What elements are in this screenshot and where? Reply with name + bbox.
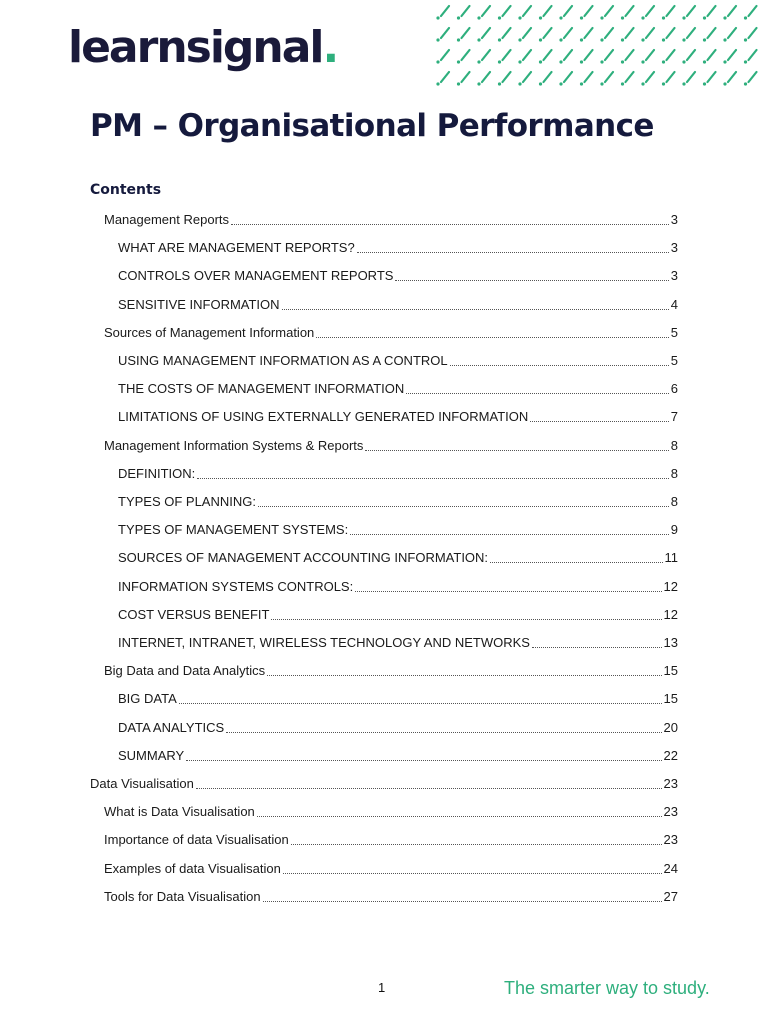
toc-entry-title: COST VERSUS BENEFIT — [118, 607, 270, 622]
slash-mark — [457, 6, 470, 20]
toc-dot-leader — [179, 703, 662, 704]
toc-entry[interactable] — [118, 720, 678, 736]
toc-entry-page: 12 — [663, 579, 678, 594]
toc-entry[interactable] — [118, 466, 678, 482]
toc-dot-leader — [197, 478, 668, 479]
slash-mark — [600, 72, 613, 86]
toc-entry-title: DATA ANALYTICS — [118, 720, 225, 735]
slash-mark — [580, 72, 593, 86]
slash-mark — [621, 72, 634, 86]
slash-mark — [477, 50, 490, 64]
slash-mark — [498, 72, 511, 86]
toc-dot-leader — [282, 309, 669, 310]
slash-mark — [703, 72, 716, 86]
slash-mark — [477, 72, 490, 86]
toc-dot-leader — [226, 732, 661, 733]
slash-mark — [600, 6, 613, 20]
toc-dot-leader — [490, 562, 662, 563]
slash-mark — [600, 50, 613, 64]
slash-mark — [539, 72, 552, 86]
slash-mark — [682, 72, 695, 86]
toc-dot-leader — [291, 844, 662, 845]
slash-mark — [518, 50, 531, 64]
slash-mark — [621, 6, 634, 20]
slash-mark — [457, 72, 470, 86]
slash-mark — [744, 72, 757, 86]
toc-dot-leader — [532, 647, 662, 648]
toc-dot-leader — [263, 901, 662, 902]
slash-mark — [539, 50, 552, 64]
slash-mark — [641, 28, 654, 42]
toc-dot-leader — [186, 760, 661, 761]
toc-dot-leader — [283, 873, 662, 874]
slash-mark — [723, 72, 736, 86]
toc-entry-page: 23 — [663, 804, 678, 819]
slash-mark — [518, 72, 531, 86]
slash-mark — [477, 28, 490, 42]
green-slash-pattern-icon — [432, 0, 768, 86]
toc-entry-page: 5 — [670, 353, 678, 368]
toc-entry-title: SUMMARY — [118, 748, 185, 763]
slash-mark — [518, 6, 531, 20]
slash-mark — [662, 50, 675, 64]
toc-entry-page: 20 — [663, 720, 678, 735]
toc-entry[interactable] — [118, 607, 678, 623]
toc-entry-page: 8 — [670, 466, 678, 481]
toc-entry-page: 8 — [670, 494, 678, 509]
toc-entry-page: 7 — [670, 409, 678, 424]
slash-mark — [580, 6, 593, 20]
slash-mark — [662, 6, 675, 20]
slash-mark — [621, 50, 634, 64]
slash-mark — [744, 50, 757, 64]
toc-entry[interactable] — [118, 381, 678, 397]
toc-entry-title: LIMITATIONS OF USING EXTERNALLY GENERATED INFORMATION — [118, 409, 529, 424]
toc-entry[interactable] — [90, 776, 678, 792]
slash-mark — [641, 72, 654, 86]
toc-entry-title: CONTROLS OVER MANAGEMENT REPORTS — [118, 268, 394, 283]
toc-entry-title: SENSITIVE INFORMATION — [118, 297, 280, 312]
toc-entry-title: Management Information Systems & Reports — [104, 438, 364, 453]
slash-mark — [518, 28, 531, 42]
toc-dot-leader — [267, 675, 661, 676]
toc-entry-title: BIG DATA — [118, 691, 177, 706]
slash-mark — [436, 72, 449, 86]
toc-entry-title: Big Data and Data Analytics — [104, 663, 266, 678]
toc-entry-page: 8 — [670, 438, 678, 453]
toc-dot-leader — [258, 506, 669, 507]
slash-mark — [682, 50, 695, 64]
slash-mark — [539, 28, 552, 42]
toc-entry-page: 4 — [670, 297, 678, 312]
slash-mark — [723, 28, 736, 42]
toc-entry[interactable] — [118, 268, 678, 284]
toc-entry-page: 6 — [670, 381, 678, 396]
toc-entry[interactable] — [118, 522, 678, 538]
toc-dot-leader — [350, 534, 669, 535]
toc-entry[interactable] — [104, 861, 678, 877]
slash-mark — [580, 50, 593, 64]
tagline: The smarter way to study. — [504, 978, 710, 998]
page-number: 1 — [378, 980, 386, 995]
toc-entry-page: 11 — [664, 550, 678, 565]
toc-entry-page: 12 — [663, 607, 678, 622]
toc-entry[interactable] — [118, 691, 678, 707]
slash-mark — [559, 50, 572, 64]
toc-entry-page: 3 — [670, 212, 678, 227]
slash-mark — [580, 28, 593, 42]
toc-entry[interactable] — [118, 409, 678, 425]
slash-mark — [559, 72, 572, 86]
slash-mark — [662, 72, 675, 86]
logo-text: learnsignal — [68, 22, 323, 73]
toc-entry[interactable] — [104, 663, 678, 679]
toc-dot-leader — [395, 280, 668, 281]
slash-mark — [559, 28, 572, 42]
toc-entry[interactable] — [118, 550, 678, 566]
toc-entry-page: 27 — [663, 889, 678, 904]
slash-mark — [559, 6, 572, 20]
toc-entry[interactable] — [118, 579, 678, 595]
toc-entry-page: 15 — [663, 691, 678, 706]
slash-mark — [703, 50, 716, 64]
toc-entry-title: Management Reports — [104, 212, 230, 227]
slash-mark — [436, 50, 449, 64]
slash-mark — [498, 6, 511, 20]
logo-dot: . — [322, 22, 338, 73]
toc-entry[interactable] — [104, 804, 678, 820]
slash-mark — [703, 6, 716, 20]
slash-mark — [457, 28, 470, 42]
toc-dot-leader — [316, 337, 668, 338]
slash-mark — [682, 28, 695, 42]
toc-entry[interactable] — [118, 353, 678, 369]
toc-entry-page: 3 — [670, 268, 678, 283]
contents-heading: Contents — [90, 182, 162, 198]
toc-dot-leader — [231, 224, 669, 225]
toc-dot-leader — [357, 252, 669, 253]
slash-mark — [703, 28, 716, 42]
slash-mark — [498, 28, 511, 42]
document-title: PM – Organisational Performance — [90, 108, 654, 144]
slash-mark — [723, 6, 736, 20]
slash-mark — [744, 6, 757, 20]
toc-entry-title: Examples of data Visualisation — [104, 861, 281, 876]
toc-dot-leader — [365, 450, 668, 451]
toc-entry-page: 13 — [663, 635, 678, 650]
toc-dot-leader — [530, 421, 668, 422]
toc-entry-title: TYPES OF MANAGEMENT SYSTEMS: — [118, 522, 349, 537]
toc-entry[interactable] — [104, 212, 678, 228]
slash-mark — [600, 28, 613, 42]
toc-entry[interactable] — [118, 748, 678, 764]
toc-entry-page: 15 — [663, 663, 678, 678]
slash-mark — [498, 50, 511, 64]
toc-entry-title: Sources of Management Information — [104, 325, 315, 340]
learnsignal-logo — [68, 20, 337, 76]
toc-entry-title: DEFINITION: — [118, 466, 196, 481]
toc-entry[interactable] — [104, 889, 678, 905]
slash-mark — [723, 50, 736, 64]
slash-mark — [621, 28, 634, 42]
toc-entry-page: 23 — [663, 832, 678, 847]
toc-entry[interactable] — [118, 494, 678, 510]
toc-entry-title: Data Visualisation — [90, 776, 194, 791]
toc-dot-leader — [406, 393, 669, 394]
toc-entry-title: What is Data Visualisation — [104, 804, 255, 819]
slash-mark — [641, 50, 654, 64]
toc-entry-page: 23 — [663, 776, 678, 791]
toc-entry-page: 3 — [670, 240, 678, 255]
toc-dot-leader — [196, 788, 662, 789]
toc-entry-title: TYPES OF PLANNING: — [118, 494, 256, 509]
toc-entry[interactable] — [118, 240, 678, 256]
toc-entry-title: Importance of data Visualisation — [104, 832, 289, 847]
toc-dot-leader — [257, 816, 662, 817]
slash-mark — [641, 6, 654, 20]
toc-entry[interactable] — [104, 325, 678, 341]
toc-entry-title: USING MANAGEMENT INFORMATION AS A CONTROL — [118, 353, 448, 368]
toc-entry[interactable] — [104, 438, 678, 454]
toc-entry-page: 24 — [663, 861, 678, 876]
toc-entry-title: SOURCES OF MANAGEMENT ACCOUNTING INFORMATION: — [118, 550, 489, 565]
toc-entry-page: 22 — [663, 748, 678, 763]
toc-entry-title: INFORMATION SYSTEMS CONTROLS: — [118, 579, 354, 594]
slash-mark — [662, 28, 675, 42]
toc-entry-title: Tools for Data Visualisation — [104, 889, 261, 904]
toc-entry[interactable] — [118, 297, 678, 313]
toc-dot-leader — [450, 365, 669, 366]
toc-entry-title: INTERNET, INTRANET, WIRELESS TECHNOLOGY AND NETWORKS — [118, 635, 530, 650]
toc-entry-page: 9 — [670, 522, 678, 537]
toc-entry-title: WHAT ARE MANAGEMENT REPORTS? — [118, 240, 355, 255]
slash-mark — [744, 28, 757, 42]
toc-dot-leader — [355, 591, 661, 592]
slash-mark — [539, 6, 552, 20]
slash-mark — [682, 6, 695, 20]
toc-entry[interactable] — [118, 635, 678, 651]
slash-mark — [477, 6, 490, 20]
toc-dot-leader — [271, 619, 661, 620]
slash-mark — [436, 6, 449, 20]
toc-entry-title: THE COSTS OF MANAGEMENT INFORMATION — [118, 381, 405, 396]
toc-entry[interactable] — [104, 832, 678, 848]
slash-mark — [436, 28, 449, 42]
toc-entry-page: 5 — [670, 325, 678, 340]
slash-mark — [457, 50, 470, 64]
